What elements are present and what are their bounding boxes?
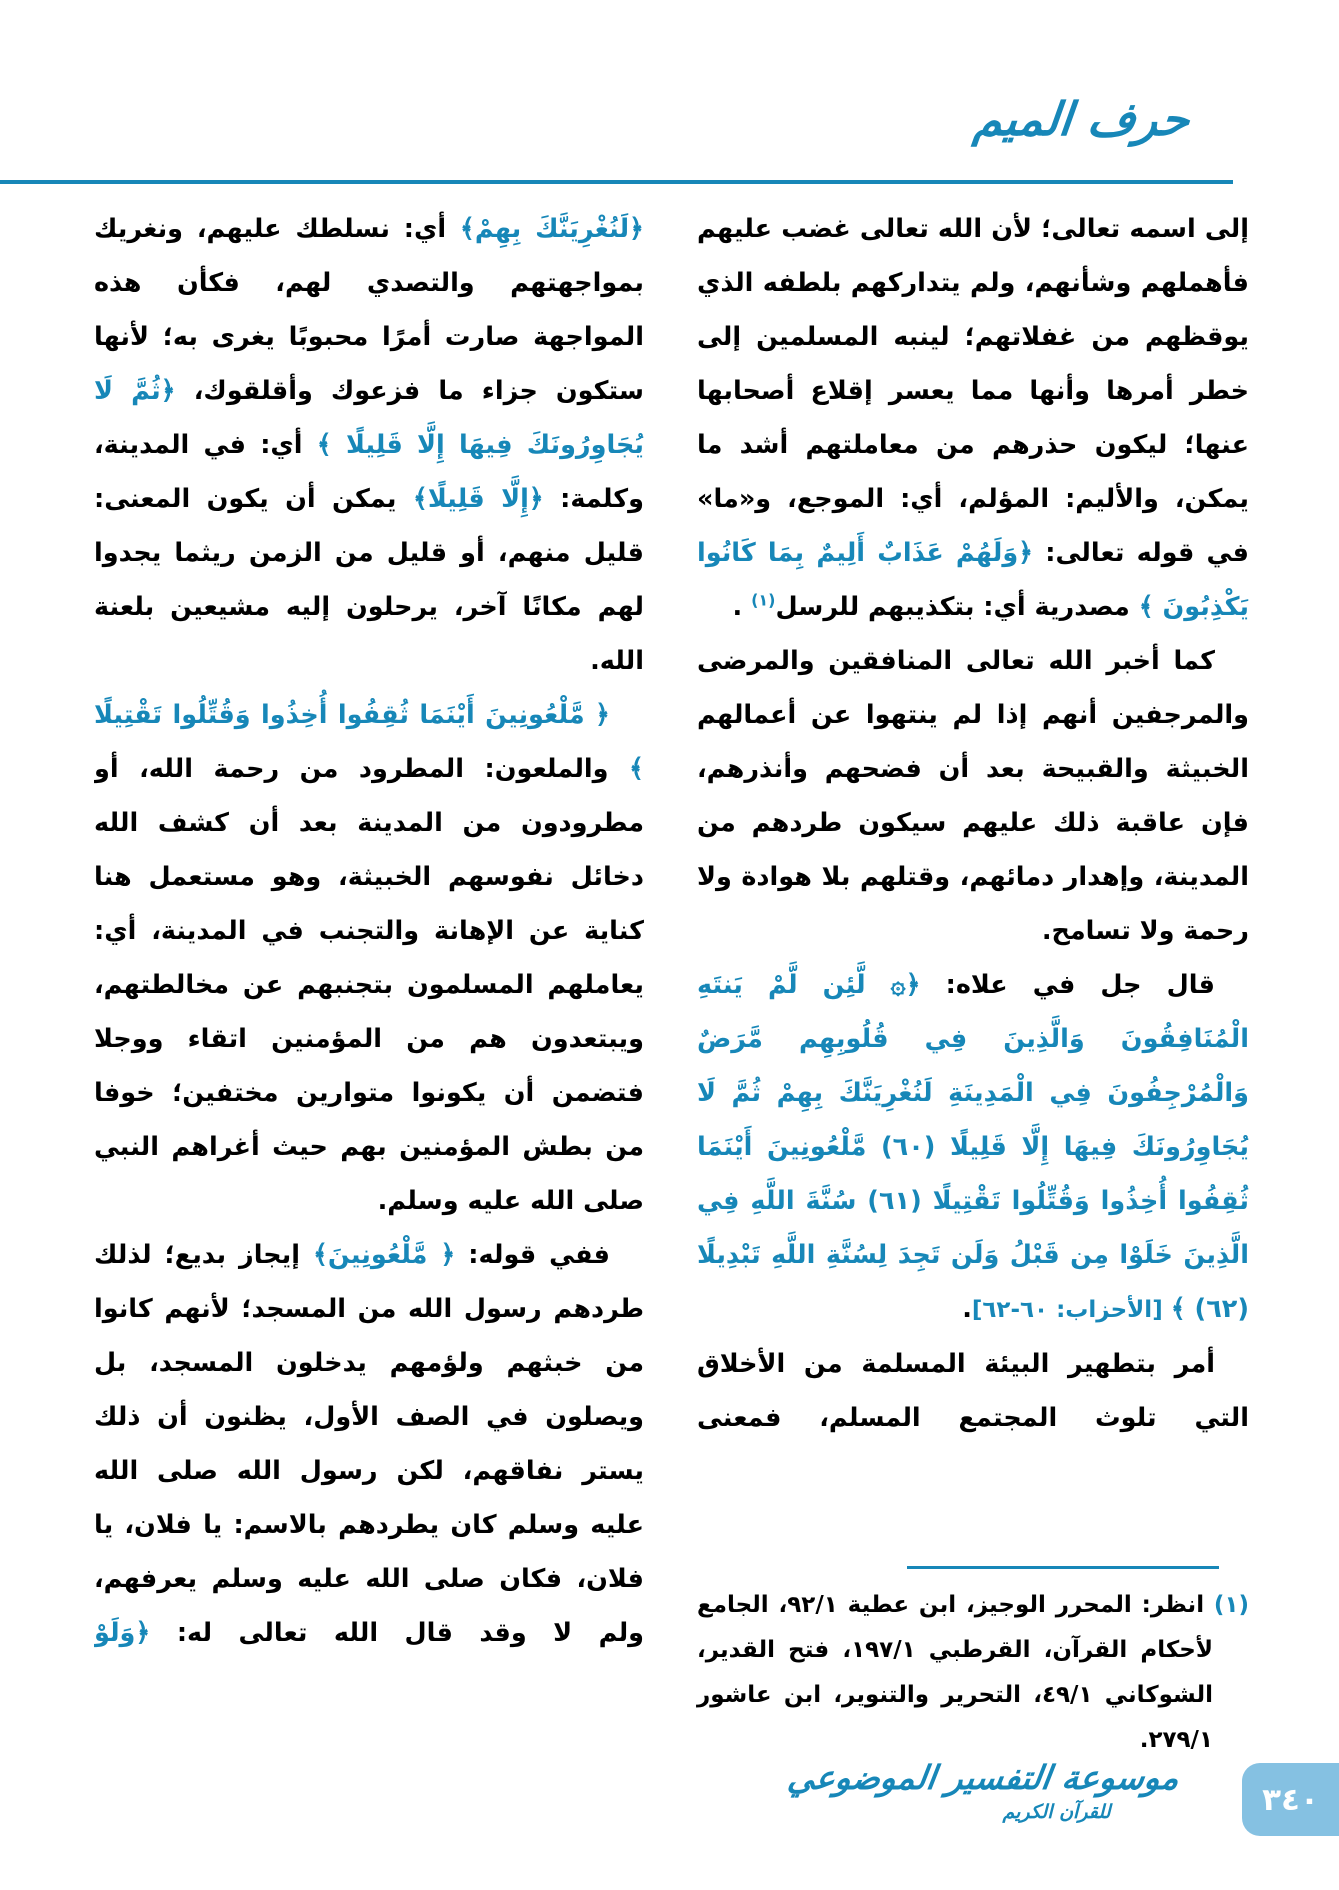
text-run: قال جل في علاه:	[920, 970, 1215, 1000]
paragraph	[94, 202, 644, 688]
quran-quote: ﴿ مَّلْعُونِينَ﴾	[312, 1240, 456, 1270]
text-run: انظر: المحرر الوجيز، ابن عطية ٩٢/١، الجامع لأحكام القرآن، القرطبي ١٩٧/١، فتح القدير، الشوكاني ٤٩/١، التحرير والتنوير، ابن عاشور ٢٧٩/١.	[697, 1592, 1213, 1753]
footnote-area	[697, 1566, 1249, 1763]
footnote-separator	[907, 1566, 1219, 1569]
logo-title: موسوعة التفسير الموضوعي	[785, 1758, 1182, 1797]
paragraph	[94, 688, 644, 1228]
paragraph	[697, 202, 1249, 634]
quran-quote: ﴿ثُمَّ لَا يُجَاوِرُونَكَ فِيهَا إِلَّا قَلِيلًا ﴾	[94, 376, 644, 460]
quran-quote: ﴿لَنُغْرِيَنَّكَ بِهِمْ﴾	[459, 214, 644, 244]
footnote-body	[697, 1583, 1249, 1763]
text-run: إلى اسمه تعالى؛ لأن الله تعالى غضب عليهم فأهملهم وشأنهم، ولم يتداركهم بلطفه الذي يوقظهم من غفلاتهم؛ لينبه المسلمين إلى خطر أمرها وأنها مما يعسر إقلاع أصحابها عنها؛ ليكون حذرهم من معاملتهم أشد ما يمكن، والأليم: المؤلم، أي: الموجع، و«ما» في قوله تعالى:	[697, 214, 1249, 568]
text-run: أي: في المدينة، وكلمة:	[94, 430, 644, 514]
text-run: أمر بتطهير البيئة المسلمة من الأخلاق التي تلوث المجتمع المسلم، فمعنى	[697, 1349, 1249, 1433]
footnote-ref: (١)	[751, 590, 776, 610]
text-run: مصدرية أي: بتكذيبهم للرسل	[775, 592, 1139, 622]
page-number-badge	[1242, 1763, 1339, 1836]
text-run: .	[962, 1294, 972, 1324]
text-run: والملعون: المطرود من رحمة الله، أو مطرودون من المدينة بعد أن كشف الله دخائل نفوسهم الخبيثة، وهو مستعمل هنا كناية عن الإهانة والتجنب في المدينة، أي: يعاملهم المسلمون بتجنبهم عن مخالطتهم، ويبتعدون هم من المؤمنين اتقاء ووجلا فتضمن أن يكونوا متوارين مختفين؛ خوفا من بطش المؤمنين بهم حيث أغراهم النبي صلى الله عليه وسلم.	[94, 754, 644, 1216]
column-right	[697, 202, 1249, 1558]
text-run: إيجاز بديع؛ لذلك طردهم رسول الله من المسجد؛ لأنهم كانوا من خبثهم ولؤمهم يدخلون المسجد، بل ويصلون في الصف الأول، يظنون أن ذلك يستر نفاقهم، لكن رسول الله صلى الله عليه وسلم كان يطردهم بالاسم: يا فلان، يا فلان، فكان صلى الله عليه وسلم يعرفهم، ولم لا وقد قال الله تعالى له:	[94, 1240, 644, 1648]
page-number: ٣٤٠	[1262, 1781, 1319, 1818]
paragraph	[697, 958, 1249, 1337]
column-left	[94, 202, 644, 1750]
text-run: يمكن أن يكون المعنى: قليل منهم، أو قليل من الزمن ريثما يجدوا لهم مكانًا آخر، يرحلون إليه مشيعين بلعنة الله.	[94, 484, 644, 676]
footnote-marker: (١)	[1204, 1592, 1249, 1618]
text-run: أي: نسلطك عليهم، ونغريك بمواجهتهم والتصدي لهم، فكأن هذه المواجهة صارت أمرًا محبوبًا يغرى به؛ لأنها ستكون جزاء ما فزعوك وأقلقوك،	[94, 214, 644, 406]
verse-citation: [الأحزاب: ٦٠-٦٢]	[971, 1297, 1171, 1323]
chapter-heading: حرف الميم	[970, 92, 1192, 146]
paragraph	[697, 634, 1249, 958]
quran-quote: ﴿وَلَهُمْ عَذَابٌ أَلِيمٌ بِمَا كَانُوا يَكْذِبُونَ ﴾	[697, 538, 1249, 622]
paragraph	[697, 1583, 1249, 1763]
text-run: ففي قوله:	[455, 1240, 610, 1270]
text-run: كما أخبر الله تعالى المنافقين والمرضى والمرجفين أنهم إذا لم ينتهوا عن أعمالهم الخبيثة والقبيحة بعد أن فضحهم وأنذرهم، فإن عاقبة ذلك عليهم سيكون طردهم من المدينة، وإهدار دمائهم، وقتلهم بلا هوادة ولا رحمة ولا تسامح.	[697, 646, 1249, 946]
header-rule	[0, 180, 1233, 184]
paragraph	[697, 1337, 1249, 1445]
text-run: .	[732, 592, 752, 622]
paragraph	[94, 1228, 644, 1660]
quran-quote: ﴿ مَّلْعُونِينَ أَيْنَمَا ثُقِفُوا أُخِذُوا وَقُتِّلُوا تَقْتِيلًا ﴾	[94, 700, 644, 784]
publisher-logo	[785, 1758, 1182, 1823]
logo-subtitle: للقرآن الكريم	[1002, 1801, 1111, 1823]
quran-quote: ﴿۞ لَّئِن لَّمْ يَنتَهِ الْمُنَافِقُونَ وَالَّذِينَ فِي قُلُوبِهِم مَّرَضٌ وَالْمُرْجِفُونَ فِي الْمَدِينَةِ لَنُغْرِيَنَّكَ بِهِمْ ثُمَّ لَا يُجَاوِرُونَكَ فِيهَا إِلَّا قَلِيلًا (٦٠) مَّلْعُونِينَ أَيْنَمَا ثُقِفُوا أُخِذُوا وَقُتِّلُوا تَقْتِيلًا (٦١) سُنَّةَ اللَّهِ فِي الَّذِينَ خَلَوْا مِن قَبْلُ وَلَن تَجِدَ لِسُنَّةِ اللَّهِ تَبْدِيلًا (٦٢) ﴾	[697, 970, 1249, 1324]
quran-quote: ﴿وَلَوْ	[94, 1618, 151, 1648]
quran-quote: ﴿إِلَّا قَلِيلًا﴾	[412, 484, 544, 514]
